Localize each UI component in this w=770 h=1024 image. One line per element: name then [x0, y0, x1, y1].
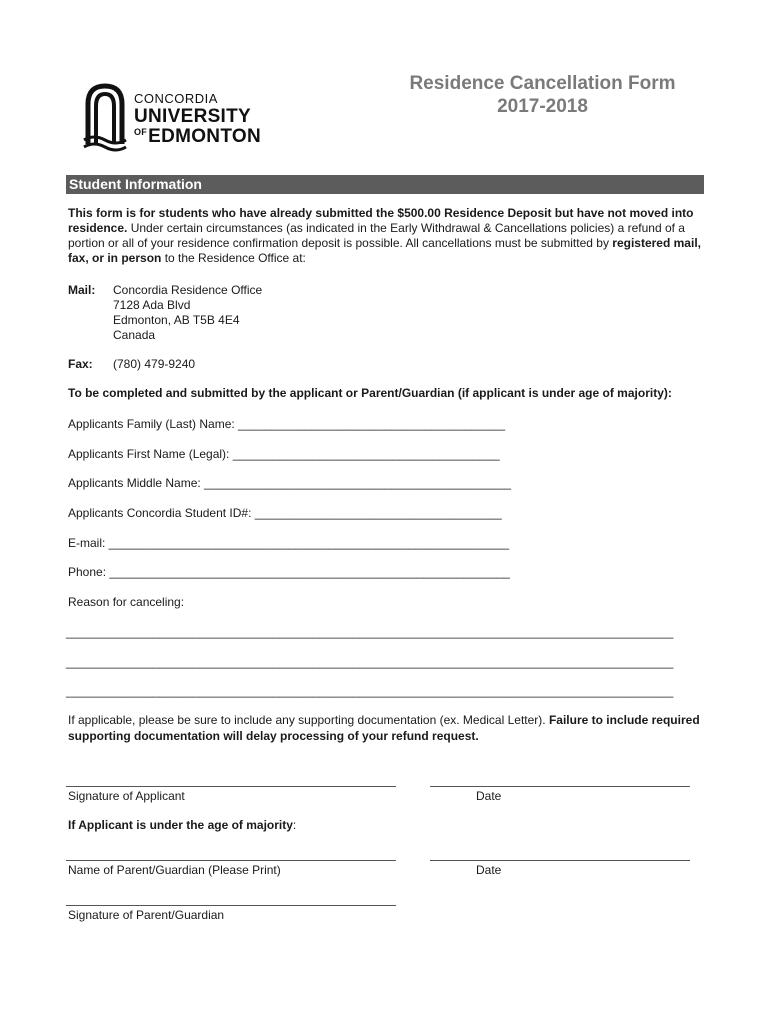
- minor-applicant-heading: [68, 818, 296, 832]
- mail-address-line-4: Canada: [113, 328, 156, 342]
- fax-number: (780) 479-9240: [113, 357, 196, 371]
- mail-address-line-2: 7128 Ada Blvd: [113, 298, 191, 312]
- intro-bold-2: registered mail, fax, or in person: [68, 236, 701, 265]
- reason-label: Reason for canceling:: [68, 595, 185, 609]
- university-logo: [82, 82, 272, 152]
- section-heading-student-information: Student Information: [66, 175, 704, 194]
- family-name-field[interactable]: Applicants Family (Last) Name: ________________________________________: [68, 417, 506, 431]
- minor-heading-colon: :: [292, 818, 297, 832]
- guardian-date-label: Date: [476, 863, 502, 877]
- note-bold-warning: Failure to include required supporting documentation will delay processing of your refund request.: [68, 713, 700, 743]
- mail-address-line-3: Edmonton, AB T5B 4E4: [113, 313, 240, 327]
- guardian-signature-line[interactable]: [66, 905, 396, 906]
- applicant-date-label: Date: [476, 789, 502, 803]
- student-id-field[interactable]: Applicants Concordia Student ID#: _____________________________________: [68, 506, 502, 520]
- logo-text-edmonton: [134, 127, 261, 146]
- guardian-name-label: Name of Parent/Guardian (Please Print): [68, 863, 281, 877]
- intro-paragraph: [68, 206, 704, 266]
- logo-text-concordia: CONCORDIA: [134, 91, 218, 106]
- applicant-date-line[interactable]: [430, 786, 690, 787]
- concordia-crest-icon: [82, 82, 128, 152]
- completion-instruction: To be completed and submitted by the applicant or Parent/Guardian (if applicant is under age of majority):: [68, 386, 672, 400]
- form-title-line1: Residence Cancellation Form: [409, 73, 676, 94]
- form-title-year: 2017-2018: [497, 96, 588, 117]
- guardian-name-line[interactable]: [66, 860, 396, 861]
- supporting-documents-note: [68, 712, 704, 744]
- intro-text-1: Under certain circumstances (as indicated in the Early Withdrawal & Cancellations policies) a refund of a portion or all of your residence confirmation deposit is possible. All cancellations must be submitted by: [68, 221, 685, 250]
- logo-text-university: UNIVERSITY: [134, 106, 252, 127]
- guardian-date-line[interactable]: [430, 860, 690, 861]
- applicant-signature-label: Signature of Applicant: [68, 789, 185, 803]
- reason-line-1[interactable]: ___________________________________________________________________________________________: [66, 625, 674, 639]
- note-text: If applicable, please be sure to include any supporting documentation (ex. Medical Letter).: [68, 713, 549, 727]
- logo-text-of: OF: [134, 127, 148, 137]
- reason-line-2[interactable]: ___________________________________________________________________________________________: [66, 655, 674, 669]
- email-field[interactable]: E-mail: ____________________________________________________________: [68, 536, 510, 550]
- reason-line-3[interactable]: ___________________________________________________________________________________________: [66, 684, 674, 698]
- form-title: [380, 72, 705, 118]
- middle-name-field[interactable]: Applicants Middle Name: ______________________________________________: [68, 476, 512, 490]
- intro-text-2: to the Residence Office at:: [161, 251, 306, 265]
- phone-field[interactable]: Phone: ____________________________________________________________: [68, 565, 510, 579]
- intro-bold-1: This form is for students who have already submitted the $500.00 Residence Deposit but have not moved into residence.: [68, 206, 694, 235]
- applicant-signature-line[interactable]: [66, 786, 396, 787]
- logo-text-edmonton-word: EDMONTON: [148, 126, 261, 147]
- first-name-field[interactable]: Applicants First Name (Legal): ________________________________________: [68, 447, 500, 461]
- minor-heading-bold: If Applicant is under the age of majority: [68, 818, 293, 832]
- guardian-signature-label: Signature of Parent/Guardian: [68, 908, 225, 922]
- mail-address-line-1: Concordia Residence Office: [113, 283, 263, 297]
- fax-label: Fax:: [68, 357, 93, 371]
- mail-label: Mail:: [68, 283, 96, 297]
